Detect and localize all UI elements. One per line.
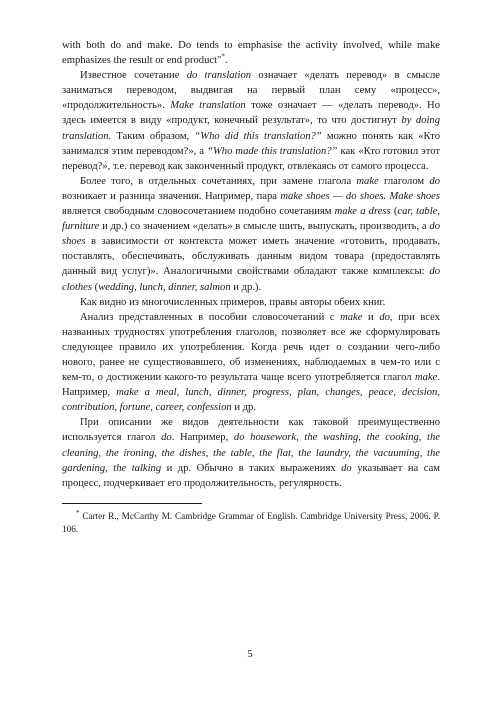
paragraph: Известное сочетание do translation означает «делать перевод» в смысле заниматься переводом, выдвигая на первый план сему «процесс», «продолжительность». Make translation тоже означает — «делать перевод». Но здесь имеется в виду «продукт, конечный результат», то что достигнут by doing translation. Таким образом, “Who did this translation?” можно понять как «Кто занимался этим переводом?», а “Who made this translation?” как «Кто готовил этот перевод?», т.е. перевод как законченный продукт, отвлекаясь от самого процесса.	[62, 70, 441, 172]
footnote: * Carter R., McCarthy M. Cambridge Grammar of English. Cambridge University Press, 2006. P. 106.	[62, 508, 440, 534]
paragraph: Анализ представленных в пособии словосочетаний с make и do, при всех названных трудностях употребления глаголов, позволяет все же сформулировать следующее правило их употребления. Когда речь идет о создании чего-либо нового, ранее не существовавшего, об изменениях, наблюдаемых в чем-то или с кем-то, о достижении какого-то результата чаще всего употребляется глагол make. Например, make a meal, lunch, dinner, progress, plan, changes, peace, decision, contribution, fortune, career, confession и др.	[62, 311, 440, 414]
page-body	[62, 38, 440, 536]
paragraph: При описании же видов деятельности как таковой преимущественно используется глагол do. Например, do housework, the washing, the cooking, the cleaning, the ironing, the dishes, the table, the flat, the laundry, the vacuuming, the gardening, the talking и др. Обычно в таких выражениях do указывает на сам процесс, подчеркивает его продолжительность, регулярность.	[62, 417, 441, 489]
paragraph: with both do and make. Do tends to emphasise the activity involved, while make emphasizes the result or end product"*.	[62, 40, 440, 67]
paragraph: Как видно из многочисленных примеров, правы авторы обеих книг.	[80, 296, 386, 308]
footnote-divider	[62, 503, 202, 504]
page-number: 5	[247, 648, 253, 660]
paragraph: Более того, в отдельных сочетаниях, при замене глагола make глаголом do возникает и разница значения. Например, пара make shoes — do shoes. Make shoes является свободным словосочетанием подобно сочетаниям make a dress (car, table, furniture и др.) со значением «делать» в смысле шить, выпускать, производить, а do shoes в зависимости от контекста может иметь значение «готовить, продавать, поставлять, обеспечивать, обслуживать данным видом товара (предоставлять данный вид услуг)». Аналогичными свойствами обладают также комплексы: do clothes (wedding, lunch, dinner, salmon и др.).	[62, 175, 441, 293]
